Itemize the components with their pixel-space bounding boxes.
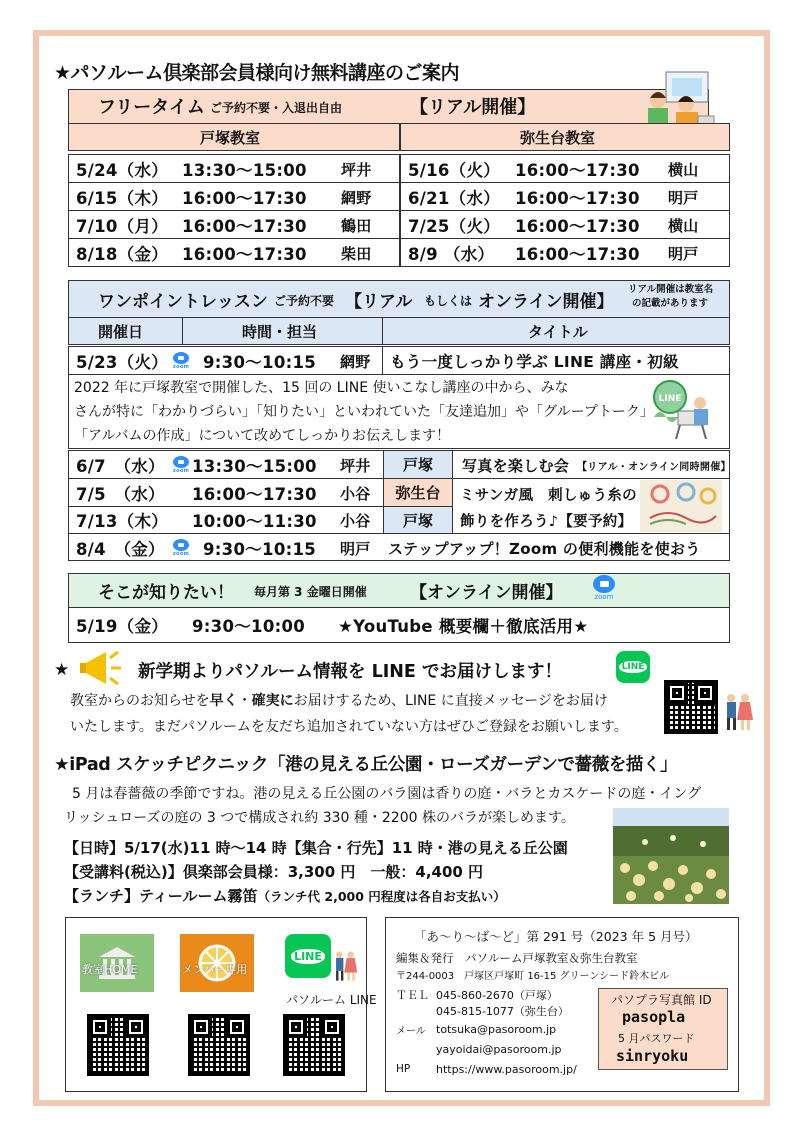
soko-note: 毎月第 3 金曜日開催 — [254, 584, 367, 599]
table-row: 6/7 （水） — [76, 457, 165, 476]
address: 〒244-0003 戸塚区戸塚町 16-15 グリーンシード鈴木ビル — [396, 970, 670, 982]
gallery-id-value: pasopla — [622, 1008, 686, 1026]
table-row: 8/4 （金） — [76, 540, 165, 559]
rose-garden-photo — [613, 808, 729, 904]
line-lesson-illustration — [650, 377, 715, 439]
mail-yayoidai[interactable]: yayoidai@pasoroom.jp — [436, 1042, 562, 1056]
onepoint-description-1: 2022 年に戸塚教室で開催した、15 回の LINE 使いこなし講座の中から、みな — [74, 380, 569, 396]
ipad-body-2: リッシュローズの庭の 3 つで構成され約 330 種・2200 株のバラが楽しめます。 — [64, 810, 575, 826]
hp-label: HP — [396, 1063, 411, 1075]
embroidery-photo — [640, 480, 722, 532]
table-row: 5/16（火） — [408, 161, 501, 180]
couple-illustration — [332, 948, 358, 984]
table-row: 7/13（木） — [76, 512, 169, 531]
table-row: 7/5 （水） — [76, 485, 165, 504]
gallery-password-label: 5 月パスワード — [618, 1032, 695, 1045]
ipad-fee: 【受講料(税込)】倶楽部会員様：3,300 円 一般：4,400 円 — [64, 863, 484, 881]
place-badge: 弥生台 — [384, 479, 452, 506]
onepoint-note: ご予約不要 — [274, 293, 335, 308]
ipad-body-1: 5 月は春薔薇の季節ですね。港の見える丘公園のバラ園は香りの庭・バラとカスケードの庭・イング — [72, 786, 702, 802]
publisher: 編集＆発行 パソルーム戸塚教室＆弥生台教室 — [396, 951, 638, 965]
freetime-note: ご予約不要・入退出自由 — [210, 100, 343, 115]
gallery-password-value: sinryoku — [616, 1047, 689, 1065]
table-row: 5/19（金） — [76, 617, 169, 636]
zoom-icon: zoom — [172, 538, 190, 558]
zoom-icon: zoom — [172, 351, 190, 371]
table-row: 8/9 （水） — [408, 245, 495, 264]
line-news-title: 新学期よりパソルーム情報を LINE でお届けします！ — [138, 661, 562, 682]
ipad-schedule: 【日時】5/17(水)11 時～14 時【集合・行先】11 時・港の見える丘公園 — [64, 839, 568, 857]
line-icon[interactable]: LINE — [285, 934, 331, 978]
ipad-title: ★iPad スケッチピクニック「港の見える丘公園・ローズガーデンで薔薇を描く」 — [54, 754, 678, 775]
mail-label: メール — [396, 1025, 426, 1037]
table-row: 5/23（火） — [76, 353, 169, 372]
member-label: メンバー専用 — [182, 963, 248, 976]
zoom-icon: zoom — [592, 575, 616, 603]
onepoint-label: ワンポイントレッスン — [98, 291, 268, 312]
svg-text:LINE: LINE — [658, 394, 682, 404]
onepoint-side-note-2: の記載があります — [632, 298, 709, 309]
line-news-body-2: いたします。まだパソルームを友だち追加されていない方はぜひご登録をお願いします。 — [70, 719, 628, 735]
freetime-mode: 【リアル開催】 — [410, 97, 536, 118]
line-icon: LINE — [616, 651, 650, 683]
soko-label: そこが知りたい！ — [98, 582, 234, 603]
onepoint-col-title: タイトル — [528, 322, 588, 341]
onepoint-side-note-1: リアル開催は教室名 — [628, 284, 714, 295]
table-row: 8/18（金） — [76, 245, 169, 264]
place-badge: 戸塚 — [384, 507, 452, 533]
table-row: 6/15（木） — [76, 189, 169, 208]
freetime-col-yayoidai: 弥生台教室 — [520, 128, 596, 147]
line-qr-code[interactable] — [664, 680, 718, 734]
freetime-col-totsuka: 戸塚教室 — [200, 128, 261, 147]
place-badge: 戸塚 — [384, 451, 452, 478]
line-qr-code[interactable] — [283, 1014, 345, 1076]
issue-info: 「あ～り～ば～ど」第 291 号（2023 年 5 月号） — [414, 929, 698, 944]
onepoint-mode-or: もしくは — [424, 293, 473, 308]
zoom-icon: zoom — [172, 455, 190, 475]
table-row: 7/10（月） — [76, 217, 169, 236]
soko-mode: 【オンライン開催】 — [410, 582, 563, 603]
member-qr-code[interactable] — [188, 1014, 250, 1076]
line-news-body-1: 教室からのお知らせを早く・確実にお届けするため、LINE に直接メッセージをお届け — [70, 693, 608, 709]
onepoint-col-date: 開催日 — [98, 322, 144, 341]
page-title: ★パソルーム倶楽部会員様向け無料講座のご案内 — [54, 62, 460, 84]
megaphone-icon — [78, 648, 124, 688]
gallery-id-label: パソプラ写真館 ID — [611, 992, 712, 1007]
freetime-label: フリータイム — [98, 97, 205, 118]
mail-totsuka[interactable]: totsuka@pasoroom.jp — [436, 1022, 557, 1036]
onepoint-description-2: さんが特に「わかりづらい」「知りたい」といわれていた「友達追加」や「グループトーク」 — [74, 404, 654, 420]
table-row: 6/21（水） — [408, 189, 501, 208]
line-label: パソルーム LINE — [286, 992, 377, 1007]
line-news-star: ★ — [54, 660, 70, 680]
tel-totsuka: 045-860-2670（戸塚） — [436, 989, 558, 1002]
home-label: 教室HOME — [82, 963, 138, 976]
couple-illustration — [722, 692, 754, 732]
table-row: 7/25（火） — [408, 217, 501, 236]
onepoint-mode-a: 【リアル — [345, 291, 413, 312]
home-qr-code[interactable] — [87, 1014, 149, 1076]
tel-label: ＴＥＬ — [396, 989, 429, 1002]
table-row: 5/24（水） — [76, 161, 169, 180]
tel-yayoidai: 045-815-1077（弥生台） — [436, 1005, 569, 1018]
onepoint-mode-b: オンライン開催】 — [478, 291, 614, 312]
onepoint-description-3: 「アルバムの作成」について改めてしっかりお伝えします！ — [74, 428, 451, 444]
onepoint-column-headers — [68, 317, 730, 345]
ipad-lunch: 【ランチ】ティールーム霧笛（ランチ代 2,000 円程度は各自お支払い） — [64, 887, 506, 905]
homepage-link[interactable]: https://www.pasoroom.jp/ — [436, 1062, 577, 1076]
onepoint-col-time: 時間・担当 — [242, 322, 318, 341]
